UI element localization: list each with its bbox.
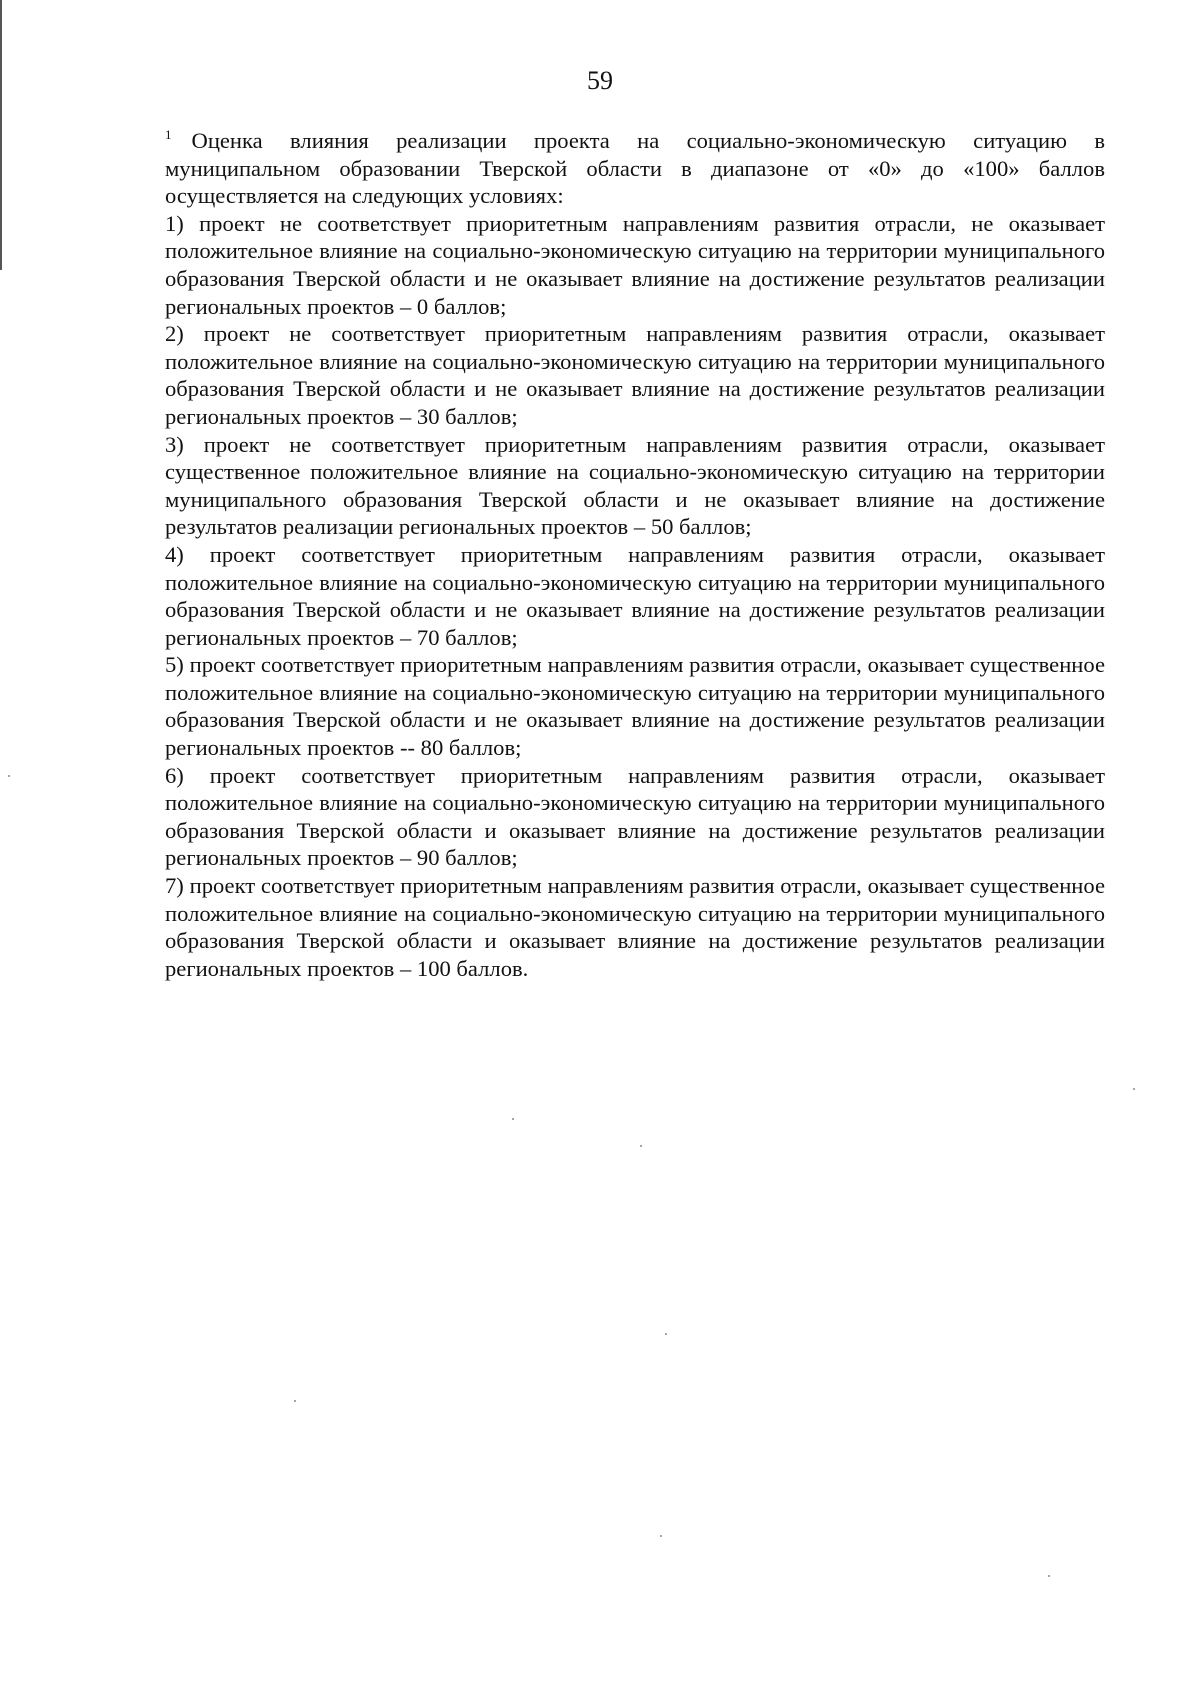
scan-speck <box>1048 1575 1050 1577</box>
page-number: 59 <box>587 66 613 95</box>
scan-speck <box>1133 1088 1135 1090</box>
condition-item-7: 7) проект соответствует приоритетным направлениям развития отрасли, оказывает существенное положительное влияние на социально-экономическую ситуацию на территории муниципального образования Тверской области и оказывает влияние на достижение результатов реализации региональных проектов – 100 баллов. <box>165 873 1105 981</box>
condition-item-2: 2) проект не соответствует приоритетным направлениям развития отрасли, оказывает положительное влияние на социально-экономическую ситуацию на территории муниципального образования Тверской области и не оказывает влияние на достижение результатов реализации региональных проектов – 30 баллов; <box>165 321 1105 429</box>
scan-speck <box>512 1118 514 1120</box>
scan-speck <box>665 1333 667 1335</box>
scan-speck <box>640 1145 642 1147</box>
condition-item-1: 1) проект не соответствует приоритетным направлениям развития отрасли, не оказывает положительное влияние на социально-экономическую ситуацию на территории муниципального образования Тверской области и не оказывает влияние на достижение результатов реализации региональных проектов – 0 баллов; <box>165 210 1105 319</box>
condition-item-3: 3) проект не соответствует приоритетным направлениям развития отрасли, оказывает существенное положительное влияние на социально-экономическую ситуацию на территории муниципального образования Тверской области и не оказывает влияние на достижение результатов реализации региональных проектов – 50 баллов; <box>165 431 1105 540</box>
footnote-block <box>165 127 1105 982</box>
condition-item-4: 4) проект соответствует приоритетным направлениям развития отрасли, оказывает положительное влияние на социально-экономическую ситуацию на территории муниципального образования Тверской области и не оказывает влияние на достижение результатов реализации региональных проектов – 70 баллов; <box>165 541 1105 650</box>
scan-speck <box>660 1535 662 1537</box>
footnote-intro-text: Оценка влияния реализации проекта на социально-экономическую ситуацию в муниципальном образовании Тверской области в диапазоне от «0» до «100» баллов осуществляется на следующих условиях: <box>165 128 1105 209</box>
condition-item-5: 5) проект соответствует приоритетным направлениям развития отрасли, оказывает существенное положительное влияние на социально-экономическую ситуацию на территории муниципального образования Тверской области и не оказывает влияние на достижение результатов реализации региональных проектов -- 80 баллов; <box>165 652 1105 761</box>
footnote-intro <box>165 127 1105 210</box>
scan-edge-line <box>0 0 2 270</box>
condition-item-6: 6) проект соответствует приоритетным направлениям развития отрасли, оказывает положительное влияние на социально-экономическую ситуацию на территории муниципального образования Тверской области и оказывает влияние на достижение результатов реализации региональных проектов – 90 баллов; <box>165 762 1105 871</box>
scan-speck <box>8 775 10 777</box>
scan-speck <box>294 1400 296 1402</box>
footnote-mark: 1 <box>165 127 172 143</box>
